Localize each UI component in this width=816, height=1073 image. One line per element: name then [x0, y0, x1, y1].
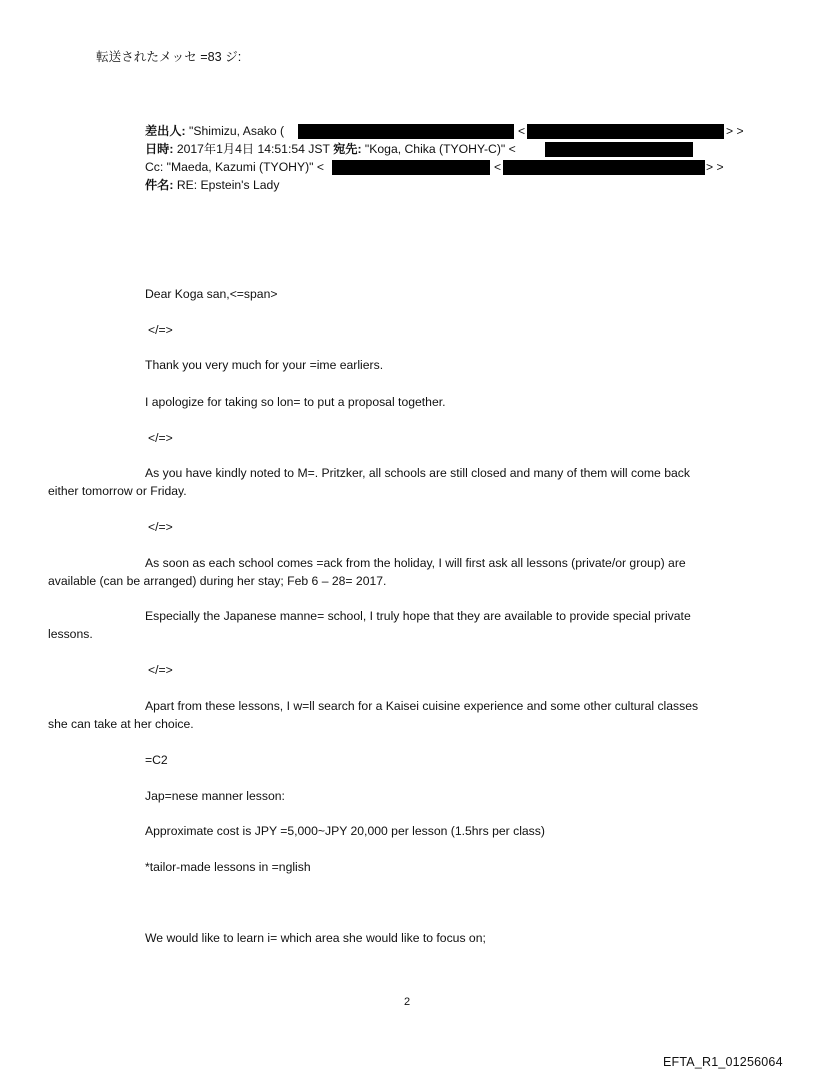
cc-separator: < [494, 160, 502, 174]
redaction-box [545, 142, 693, 157]
cc-label: Cc: [145, 160, 164, 174]
to-value: "Koga, Chika (TYOHY-C)" < [361, 142, 516, 156]
from-separator: < [518, 124, 526, 138]
page-number: 2 [404, 996, 411, 1008]
thanks-line: Thank you very much for your =ime earliers. [145, 358, 384, 372]
paragraph-1-line-1: As you have kindly noted to M=. Pritzker, all schools are still closed and many of them will come back [145, 466, 690, 480]
learn-line: We would like to learn i= which area she would like to focus on; [145, 931, 486, 945]
span-marker: </=> [148, 663, 173, 677]
lesson-title: Jap=nese manner lesson: [145, 789, 285, 803]
forwarded-message-header: 転送されたメッセ =83 ジ: [96, 50, 242, 64]
paragraph-1-line-2: either tomorrow or Friday. [48, 484, 187, 498]
cc-value: "Maeda, Kazumi (TYOHY)" < [163, 160, 324, 174]
document-id: EFTA_R1_01256064 [663, 1055, 783, 1069]
paragraph-2-line-2: available (can be arranged) during her stay; Feb 6 – 28= 2017. [48, 574, 387, 588]
from-label: 差出人: [145, 124, 186, 138]
paragraph-3-line-2: lessons. [48, 627, 93, 641]
encoded-marker: =C2 [145, 753, 168, 767]
date-to-line [145, 142, 516, 157]
redaction-box [503, 160, 705, 175]
subject-label: 件名: [145, 178, 174, 192]
apology-line: I apologize for taking so lon= to put a proposal together. [145, 395, 446, 409]
date-label: 日時: [145, 142, 174, 156]
greeting: Dear Koga san,<=span> [145, 287, 278, 301]
paragraph-4-line-1: Apart from these lessons, I w=ll search for a Kaisei cuisine experience and some other cultural classes [145, 699, 699, 713]
from-end: > > [726, 124, 744, 138]
subject-line [145, 178, 279, 193]
span-marker: </=> [148, 520, 173, 534]
span-marker: </=> [148, 431, 173, 445]
from-name: "Shimizu, Asako ( [185, 124, 285, 138]
lesson-note: *tailor-made lessons in =nglish [145, 860, 311, 874]
paragraph-4-line-2: she can take at her choice. [48, 717, 194, 731]
date-value: 2017年1月4日 14:51:54 JST [173, 142, 334, 156]
redaction-box [298, 124, 514, 139]
redaction-box [527, 124, 724, 139]
paragraph-2-line-1: As soon as each school comes =ack from the holiday, I will first ask all lessons (private/or group) are [145, 556, 686, 570]
from-line [145, 124, 284, 139]
to-label: 宛先: [333, 142, 362, 156]
cc-end: > > [706, 160, 724, 174]
paragraph-3-line-1: Especially the Japanese manne= school, I truly hope that they are available to provide special private [145, 609, 691, 623]
cc-line [145, 160, 324, 175]
redaction-box [332, 160, 490, 175]
subject-value: RE: Epstein's Lady [173, 178, 280, 192]
span-marker: </=> [148, 323, 173, 337]
lesson-cost: Approximate cost is JPY =5,000~JPY 20,000 per lesson (1.5hrs per class) [145, 824, 545, 838]
